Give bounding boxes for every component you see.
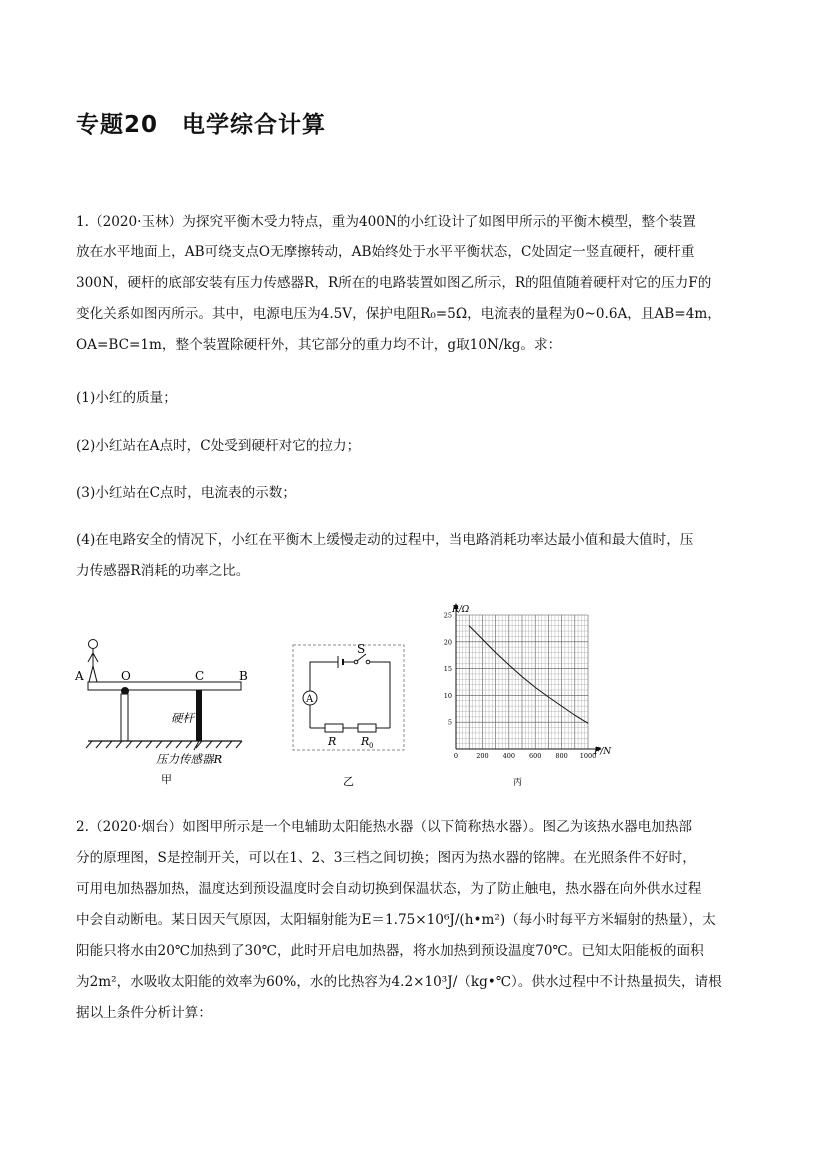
q2-text-line: 中会自动断电。某日因天气原因，太阳辐射能为E＝1.75×10⁶J/(h•m²)（每小时每平方米辐射的热量），太 [76,912,716,928]
chart-ticks [444,612,597,761]
y-tick-label: 25 [443,611,452,620]
q2-text-line: 为2m²，水吸收太阳能的效率为60%，水的比热容为4.2×10³J/（kg•℃）。供水过程中不计热量损失，请根 [76,974,722,990]
pivot-support [121,694,128,741]
q1-text-line: 300N，硬杆的底部安装有压力传感器R，R所在的电路装置如图乙所示，R的阻值随着硬杆对它的压力F的 [76,275,712,291]
q1-sub-question-2: (2)小红站在A点时，C处受到硬杆对它的拉力； [76,438,361,454]
x-tick-label: 1000 [579,752,597,760]
label-a: A [75,669,84,683]
page-title: 专题20 电学综合计算 [76,112,327,138]
ammeter-label: A [306,694,314,705]
chart-grid [456,615,588,749]
q2-text-line: 可用电加热器加热，温度达到预设温度时会自动切换到保温状态，为了防止触电，热水器在向外供水过程 [76,881,702,897]
hard-rod [196,690,202,741]
switch-contact [366,660,370,664]
q1-text-line: 变化关系如图丙所示。其中，电源电压为4.5V，保护电阻R₀=5Ω，电流表的量程为0~0.6A，且AB=4m， [76,306,721,322]
q1-sub-question-3: (3)小红站在C点时，电流表的示数； [76,485,296,501]
q2-text-line: 分的原理图，S是控制开关，可以在1、2、3三档之间切换；图丙为热水器的铭牌。在光照条件不好时， [76,850,696,866]
caption-bing: 丙 [513,778,523,788]
q1-text-line: 1.（2020·玉林）为探究平衡木受力特点，重为400N的小红设计了如图甲所示的平衡木模型，整个装置 [76,214,696,230]
q1-text-line: 放在水平地面上，AB可绕支点O无摩擦转动，AB始终处于水平平衡状态，C处固定一竖直硬杆，硬杆重 [76,244,695,260]
q1-sub-question-4: (4)在电路安全的情况下，小红在平衡木上缓慢走动的过程中，当电路消耗功率达最小值和最大值时，压 [76,532,694,548]
figure-yi-circuit [290,640,410,790]
x-tick-label: 400 [502,752,516,760]
person-icon [88,640,98,683]
label-rod: 硬杆 [171,711,194,725]
figure-jia-balance-beam [70,630,260,790]
x-axis-label: F/N [594,747,612,757]
label-c: C [195,669,205,683]
y-tick-label: 5 [447,718,452,727]
figure-bing-r-f-chart [430,603,630,791]
q1-text-line: OA=BC=1m，整个装置除硬杆外，其它部分的重力均不计，g取10N/kg。求： [76,337,562,353]
label-b: B [239,669,248,683]
q2-text-line: 2.（2020·烟台）如图甲所示是一个电辅助太阳能热水器（以下简称热水器）。图乙为该热水器电加热部 [76,819,693,835]
label-o: O [121,669,131,683]
y-tick-label: 15 [443,665,452,674]
switch-label: S [357,642,366,656]
resistor-r-label: R [328,735,337,748]
caption-jia: 甲 [161,773,172,786]
q1-sub-question-1: (1)小红的质量； [76,390,177,406]
y-tick-label: 10 [443,691,452,700]
q2-text-line: 阳能只将水由20℃加热到了30℃，此时开启电加热器，将水加热到预设温度70℃。已知太阳能板的面积 [76,943,704,959]
ground-hatching [86,741,242,748]
beam-ab [88,682,241,690]
caption-yi: 乙 [343,775,354,788]
q2-text-line: 据以上条件分析计算： [76,1005,212,1021]
resistor-r0-label: R [361,735,370,748]
q1-sub-question-4-cont: 力传感器R消耗的功率之比。 [76,563,250,579]
resistor-r0 [358,724,376,732]
y-tick-label: 20 [443,638,452,647]
resistor-r [325,724,343,732]
y-axis-label: R/Ω [452,605,470,615]
resistor-r0-subscript: 0 [369,742,374,750]
x-tick-label: 0 [453,752,459,760]
x-tick-label: 800 [555,752,568,760]
label-sensor: 压力传感器R [156,752,223,766]
x-tick-label: 200 [476,752,489,760]
x-tick-label: 600 [528,752,542,760]
